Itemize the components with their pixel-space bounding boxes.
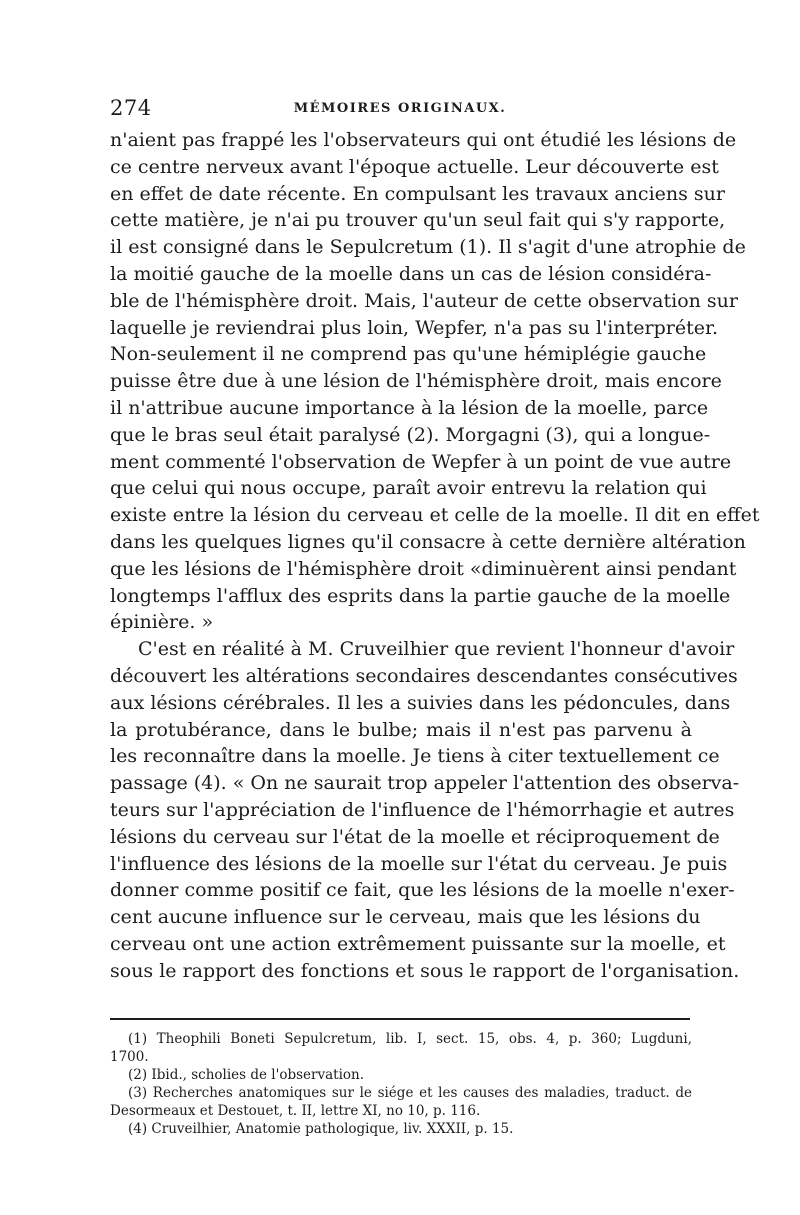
footnote-line: Desormeaux et Destouet, t. II, lettre XI, no 10, p. 116.	[110, 1103, 481, 1119]
body-line: ce centre nerveux avant l'époque actuelle. Leur découverte est	[110, 155, 719, 178]
body-line: passage (4). « On ne saurait trop appeler l'attention des observa-	[110, 772, 740, 795]
body-line: Non-seulement il ne comprend pas qu'une hémiplégie gauche	[110, 343, 707, 366]
body-line: la moitié gauche de la moelle dans un cas de lésion considéra-	[110, 262, 712, 285]
body-line: il n'attribue aucune importance à la lésion de la moelle, parce	[110, 396, 709, 419]
body-text	[110, 127, 760, 985]
body-line: cent aucune influence sur le cerveau, mais que les lésions du	[110, 906, 701, 929]
body-line: que le bras seul était paralysé (2). Morgagni (3), qui a longue-	[110, 423, 711, 446]
body-line: donner comme positif ce fait, que les lésions de la moelle n'exer-	[110, 879, 735, 902]
body-line: aux lésions cérébrales. Il les a suivies dans les pédoncules, dans	[110, 691, 731, 714]
body-line: puisse être due à une lésion de l'hémisphère droit, mais encore	[110, 370, 722, 393]
body-line: découvert les altérations secondaires descendantes consécutives	[110, 664, 738, 687]
body-line: laquelle je reviendrai plus loin, Wepfer, n'a pas su l'interpréter.	[110, 316, 718, 339]
page-number: 274	[110, 96, 152, 120]
body-line: cerveau ont une action extrêmement puissante sur la moelle, et	[110, 932, 726, 955]
footnote-line: 1700.	[110, 1049, 149, 1065]
footnote-line: (1) Theophili Boneti Sepulcretum, lib. I, sect. 15, obs. 4, p. 360; Lugduni,	[128, 1031, 692, 1047]
body-line: ble de l'hémisphère droit. Mais, l'auteur de cette observation sur	[110, 289, 738, 312]
body-line: lésions du cerveau sur l'état de la moelle et réciproquement de	[110, 825, 720, 848]
body-line: cette matière, je n'ai pu trouver qu'un seul fait qui s'y rapporte,	[110, 209, 726, 232]
body-line: teurs sur l'appréciation de l'influence de l'hémorrhagie et autres	[110, 798, 735, 821]
body-line: l'influence des lésions de la moelle sur l'état du cerveau. Je puis	[110, 852, 728, 875]
body-line: longtemps l'afflux des esprits dans la partie gauche de la moelle	[110, 584, 731, 607]
body-line: C'est en réalité à M. Cruveilhier que revient l'honneur d'avoir	[138, 638, 735, 661]
body-line: épinière. »	[110, 611, 214, 634]
body-line: la protubérance, dans le bulbe; mais il n'est pas parvenu à	[110, 718, 692, 741]
running-title: MÉMOIRES ORIGINAUX.	[293, 101, 507, 116]
body-line: que celui qui nous occupe, paraît avoir entrevu la relation qui	[110, 477, 707, 500]
body-line: ment commenté l'observation de Wepfer à un point de vue autre	[110, 450, 732, 473]
body-line: sous le rapport des fonctions et sous le rapport de l'organisation.	[110, 959, 740, 982]
body-line: n'aient pas frappé les l'observateurs qui ont étudié les lésions de	[110, 129, 737, 151]
body-line: existe entre la lésion du cerveau et celle de la moelle. Il dit en effet	[110, 504, 760, 527]
body-line: que les lésions de l'hémisphère droit «diminuèrent ainsi pendant	[110, 557, 737, 580]
page-header	[110, 96, 690, 120]
footnotes	[110, 1030, 692, 1138]
footnote-line: (3) Recherches anatomiques sur le siége et les causes des maladies, traduct. de	[128, 1085, 692, 1101]
body-line: en effet de date récente. En compulsant les travaux anciens sur	[110, 182, 725, 205]
body-line: les reconnaître dans la moelle. Je tiens à citer textuellement ce	[110, 745, 720, 768]
footnote-line: (4) Cruveilhier, Anatomie pathologique, liv. XXXII, p. 15.	[128, 1121, 514, 1137]
body-line: dans les quelques lignes qu'il consacre à cette dernière altération	[110, 530, 746, 553]
body-line: il est consigné dans le Sepulcretum (1). Il s'agit d'une atrophie de	[110, 236, 746, 259]
footnote-rule	[110, 1018, 690, 1020]
footnote-line: (2) Ibid., scholies de l'observation.	[128, 1067, 364, 1083]
